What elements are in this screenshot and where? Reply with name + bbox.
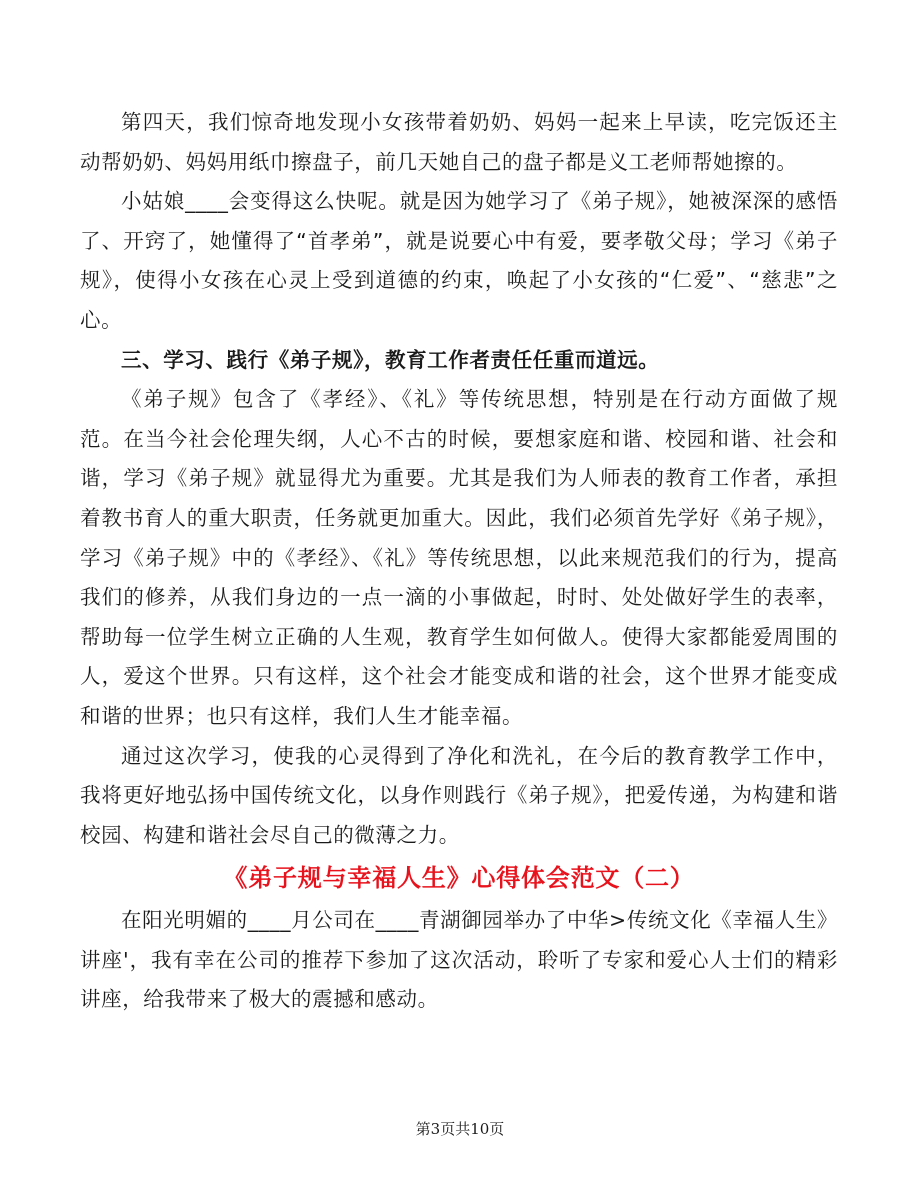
paragraph-lecture-intro: 在阳光明媚的____月公司在____青湖御园举办了中华>传统文化《幸福人生》讲座'，我有幸在公司的推荐下参加了这次活动，聆听了专家和爱心人士们的精彩讲座，给我带来了极大的震撼和感动。 — [80, 908, 838, 1012]
document-body — [80, 103, 838, 1020]
essay-title-two: 《弟子规与幸福人生》心得体会范文（二） — [223, 864, 695, 893]
page-number-footer: 第3页共10页 — [415, 1120, 505, 1138]
paragraph-girl-change: 小姑娘____会变得这么快呢。就是因为她学习了《弟子规》，她被深深的感悟了、开窍了，她懂得了“首孝弟”，就是说要心中有爱，要孝敬父母；学习《弟子规》，使得小女孩在心灵上受到道德的约束，唤起了小女孩的“仁爱”、“慈悲”之心。 — [80, 189, 838, 332]
paragraph-day-four: 第四天，我们惊奇地发现小女孩带着奶奶、妈妈一起来上早读，吃完饭还主动帮奶奶、妈妈用纸巾擦盘子，前几天她自己的盘子都是义工老师帮她擦的。 — [80, 110, 838, 174]
section-heading-three: 三、学习、践行《弟子规》，教育工作者责任任重而道远。 — [121, 347, 660, 372]
paragraph-conclusion: 通过这次学习，使我的心灵得到了净化和洗礼，在今后的教育教学工作中，我将更好地弘扬中国传统文化，以身作则践行《弟子规》，把爱传递，为构建和谐校园、构建和谐社会尽自己的微薄之力。 — [80, 743, 838, 847]
paragraph-dizigui-content: 《弟子规》包含了《孝经》、《礼》等传统思想，特别是在行动方面做了规范。在当今社会伦理失纲，人心不古的时候，要想家庭和谐、校园和谐、社会和谐，学习《弟子规》就显得尤为重要。尤其是我们为人师表的教育工作者，承担着教书育人的重大职责，任务就更加重大。因此，我们必须首先学好《弟子规》，学习《弟子规》中的《孝经》、《礼》等传统思想，以此来规范我们的行为，提高我们的修养，从我们身边的一点一滴的小事做起，时时、处处做好学生的表率，帮助每一位学生树立正确的人生观，教育学生如何做人。使得大家都能爱周围的人，爱这个世界。只有这样，这个社会才能变成和谐的社会，这个世界才能变成和谐的世界；也只有这样，我们人生才能幸福。 — [80, 387, 838, 728]
